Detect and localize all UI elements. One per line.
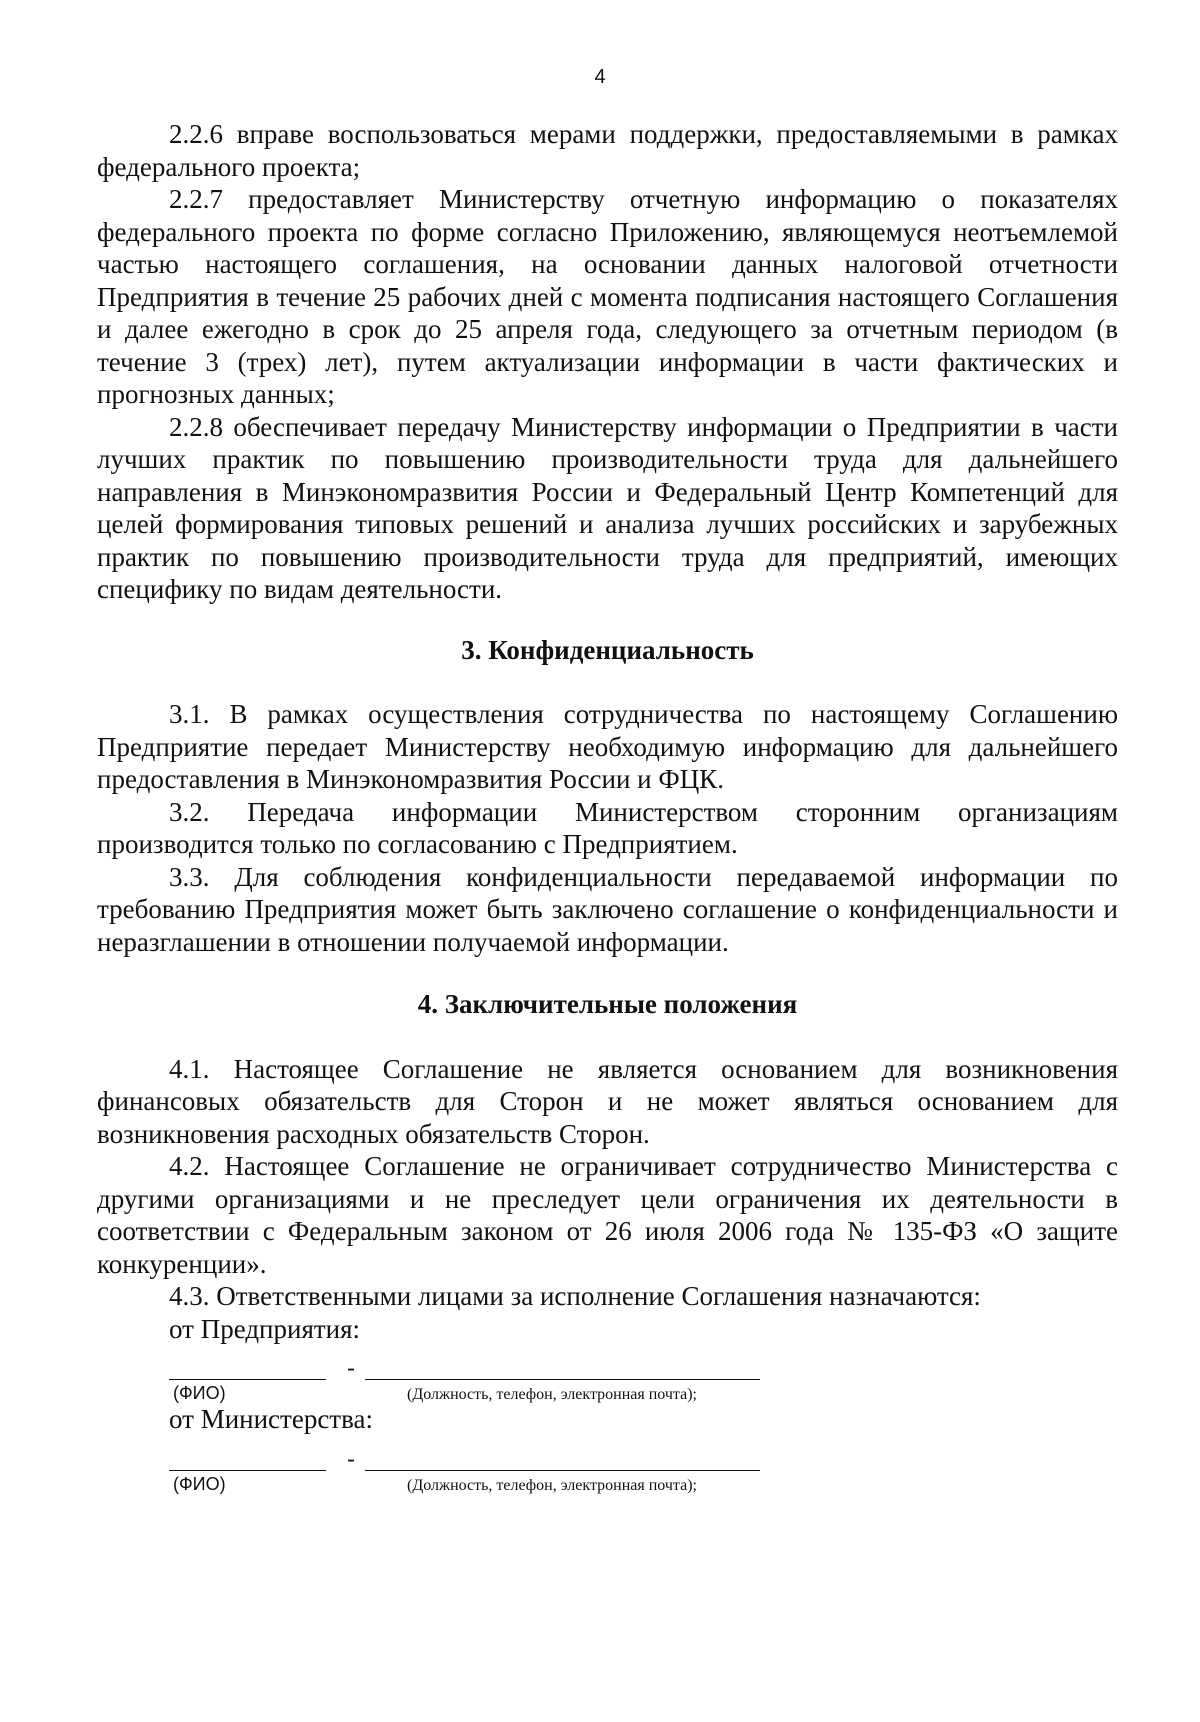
ministry-signature-dash: - bbox=[347, 1445, 355, 1473]
paragraph-2-2-7: 2.2.7 предоставляет Министерству отчетную информацию о показателях федерального проекта по форме согласно Приложению, являющемуся неотъемлемой частью настоящего соглашения, на основании данных налоговой отчетности Предприятия в течение 25 рабочих дней с момента подписания настоящего Соглашения и далее ежегодно в срок до 25 апреля года, следующего за отчетным периодом (в течение 3 (трех) лет), путем актуализации информации в части фактических и прогнозных данных; bbox=[97, 184, 1118, 409]
enterprise-position-line bbox=[365, 1379, 760, 1380]
paragraph-2-2-6: 2.2.6 вправе воспользоваться мерами поддержки, предоставляемыми в рамках федерального проекта; bbox=[97, 119, 1118, 182]
paragraph-4-1: 4.1. Настоящее Соглашение не является основанием для возникновения финансовых обязательств для Сторон и не может являться основанием для возникновения расходных обязательств Сторон. bbox=[97, 1053, 1118, 1149]
paragraph-3-1: 3.1. В рамках осуществления сотрудничества по настоящему Соглашению Предприятие передает Министерству необходимую информацию для дальнейшего предоставления в Минэкономразвития России и ФЦК. bbox=[97, 699, 1118, 794]
document-body bbox=[97, 118, 1118, 1494]
paragraph-4-2: 4.2. Настоящее Соглашение не ограничивает сотрудничество Министерства с другими организациями и не преследует цели ограничения их деятельности в соответствии с Федеральным законом от 26 июля 2006 года № 135-ФЗ «О защите конкуренции». bbox=[97, 1151, 1118, 1279]
paragraph-3-3: 3.3. Для соблюдения конфиденциальности передаваемой информации по требованию Предприятия может быть заключено соглашение о конфиденциальности и неразглашении в отношении получаемой информации. bbox=[97, 861, 1118, 957]
page-number: 4 bbox=[594, 66, 606, 88]
paragraph-4-3: 4.3. Ответственными лицами за исполнение Соглашения назначаются: bbox=[169, 1281, 981, 1311]
enterprise-signature-dash: - bbox=[347, 1355, 355, 1382]
enterprise-signature-block bbox=[169, 1345, 1118, 1403]
ministry-fio-line bbox=[169, 1470, 326, 1471]
ministry-fio-label: (ФИО) bbox=[173, 1473, 226, 1494]
enterprise-position-label: (Должность, телефон, электронная почта); bbox=[407, 1386, 697, 1403]
ministry-position-label: (Должность, телефон, электронная почта); bbox=[407, 1476, 697, 1494]
from-enterprise-label: от Предприятия: bbox=[169, 1313, 361, 1344]
section-3-heading: 3. Конфиденциальность bbox=[461, 634, 754, 665]
enterprise-fio-label: (ФИО) bbox=[173, 1383, 226, 1403]
section-4-heading: 4. Заключительные положения bbox=[417, 989, 798, 1019]
ministry-position-line bbox=[365, 1470, 760, 1471]
paragraph-2-2-8: 2.2.8 обеспечивает передачу Министерству информации о Предприятии в части лучших практик по повышению производительности труда для дальнейшего направления в Минэкономразвития России и Федеральный Центр Компетенций для целей формирования типовых решений и анализа лучших российских и зарубежных практик по повышению производительности труда для предприятий, имеющих специфику по видам деятельности. bbox=[97, 411, 1118, 604]
paragraph-3-2: 3.2. Передача информации Министерством сторонним организациям производится только по согласованию с Предприятием. bbox=[97, 796, 1118, 859]
from-ministry-label: от Министерства: bbox=[169, 1404, 373, 1434]
ministry-signature-block bbox=[169, 1436, 1118, 1494]
enterprise-fio-line bbox=[169, 1379, 326, 1380]
